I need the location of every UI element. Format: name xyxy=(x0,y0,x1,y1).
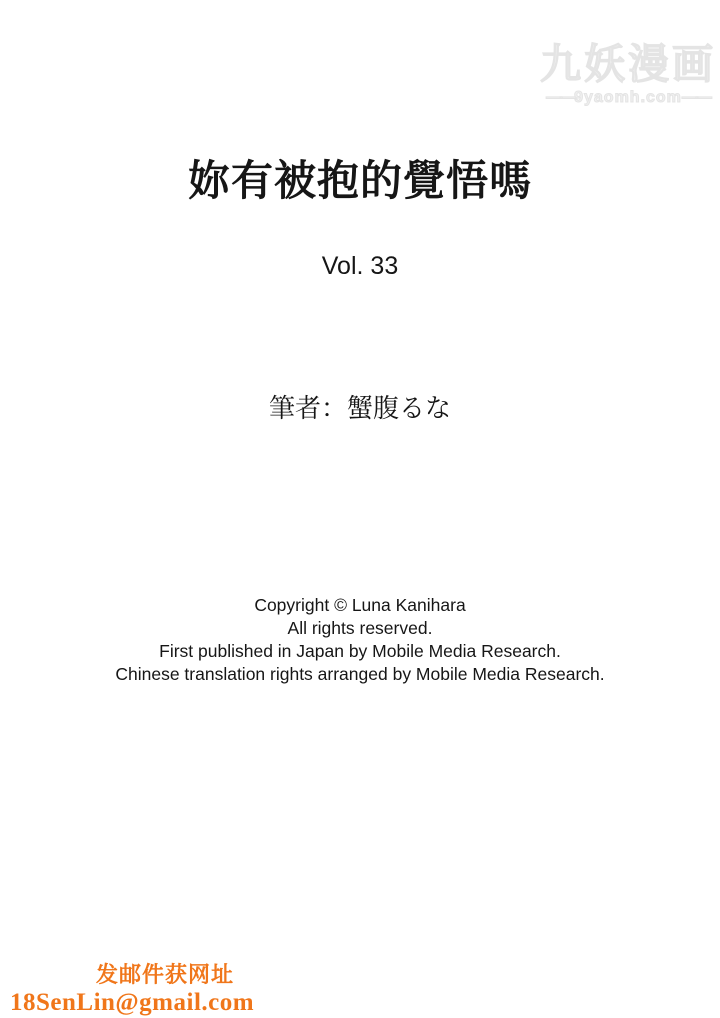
page-title: 妳有被抱的覺悟嗎 xyxy=(187,157,532,204)
watermark-site-name: 九妖漫画 xyxy=(540,41,716,87)
volume-number: Vol. 33 xyxy=(321,252,399,280)
copyright-line-1: Copyright © Luna Kanihara xyxy=(254,595,466,615)
author-credit: 筆者：蟹腹るな xyxy=(268,393,451,423)
contact-note: 发邮件获网址 xyxy=(95,962,234,987)
copyright-line-3: First published in Japan by Mobile Media Research. xyxy=(159,641,561,661)
copyright-line-4: Chinese translation rights arranged by Mobile Media Research. xyxy=(115,664,605,684)
watermark-dash-right: —— xyxy=(681,89,710,107)
copyright-block xyxy=(0,594,720,686)
site-watermark xyxy=(540,42,716,107)
watermark-dash-left: —— xyxy=(546,89,575,107)
watermark-url-row xyxy=(540,89,716,107)
copyright-line-2: All rights reserved. xyxy=(287,618,433,638)
contact-email: 18SenLin@gmail.com xyxy=(10,989,255,1016)
contact-block xyxy=(10,958,255,1017)
watermark-site-url: 9yaomh.com xyxy=(574,89,682,107)
